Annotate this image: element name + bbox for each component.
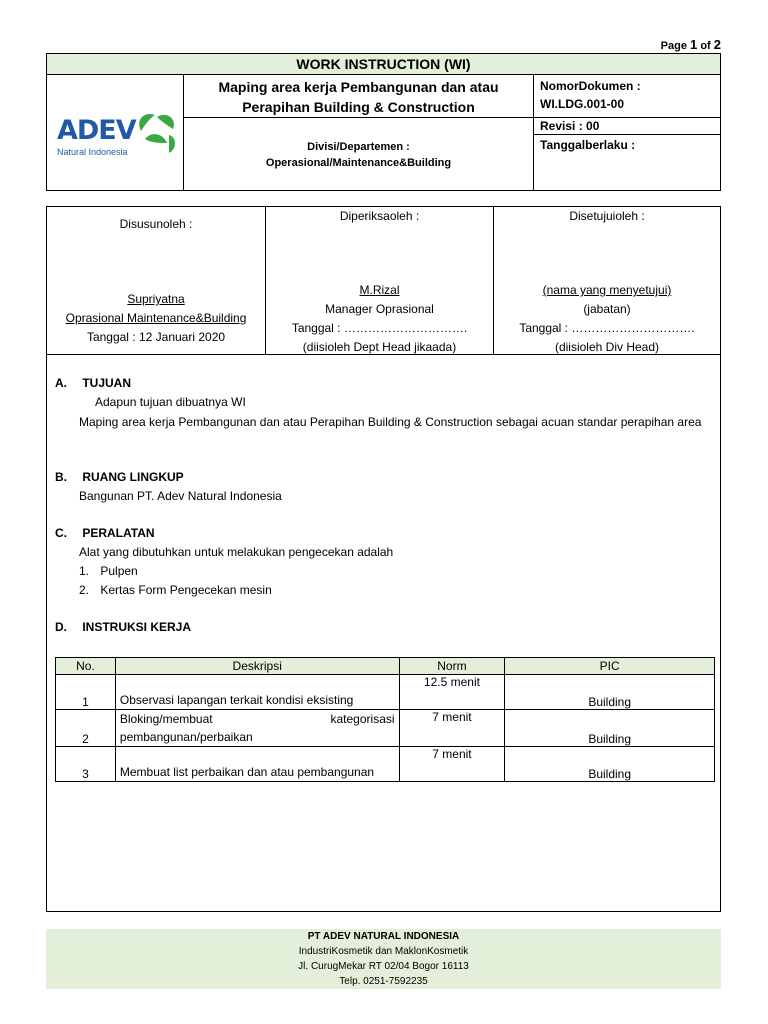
department-cell (184, 118, 534, 190)
company-logo (55, 103, 177, 163)
section-a-line2: Maping area kerja Pembangunan dan atau Perapihan Building & Construction sebagai acuan standar perapihan area (79, 415, 702, 429)
document-number-label: NomorDokumen : (540, 79, 641, 93)
page-number (661, 37, 721, 52)
section-b-title: RUANG LINGKUP (82, 470, 184, 484)
prepared-role: Oprasional Maintenance&Building (65, 311, 247, 325)
instruction-table (55, 657, 715, 782)
leaf-icon (131, 109, 179, 157)
checked-label: Diperiksaoleh : (339, 209, 420, 223)
section-c-line1: Alat yang dibutuhkan untuk melakukan pengecekan adalah (79, 545, 394, 559)
checked-date: Tanggal : …………………………. (291, 321, 468, 335)
footer-company: PT ADEV NATURAL INDONESIA (307, 931, 460, 942)
row-number: 2 (56, 710, 116, 747)
column-header-norm: Norm (399, 658, 505, 675)
approved-date: Tanggal : …………………………. (519, 321, 695, 335)
section-a-letter: A. (55, 376, 67, 390)
row-norm: 12.5 menit (399, 675, 505, 710)
page-prefix: Page (660, 40, 687, 52)
row-pic: Building (505, 675, 715, 710)
row-description: Membuat list perbaikan dan atau pembangunan (115, 747, 399, 782)
row-number: 1 (56, 675, 116, 710)
column-header-deskripsi: Deskripsi (115, 658, 399, 675)
document-title-line2: Perapihan Building & Construction (242, 99, 475, 115)
section-c-letter: C. (55, 526, 67, 540)
row-description: Bloking/membuat kategorisasi pembangunan/perbaikan (115, 710, 399, 747)
row-pic: Building (505, 710, 715, 747)
checked-note: (diisioleh Dept Head jikaada) (302, 340, 457, 354)
list-item (79, 564, 138, 578)
approved-note: (diisioleh Div Head) (554, 340, 660, 354)
signature-approved (494, 207, 720, 355)
section-b-heading (55, 470, 184, 484)
list-item-text: Pulpen (100, 564, 138, 578)
header-title: WORK INSTRUCTION (WI) (47, 54, 720, 75)
table-row (56, 747, 715, 782)
logo-text: ADEV (57, 115, 136, 146)
row-pic: Building (505, 747, 715, 782)
prepared-date: Tanggal : 12 Januari 2020 (86, 330, 226, 344)
footer-line1: IndustriKosmetik dan MaklonKosmetik (298, 946, 469, 957)
column-header-pic: PIC (505, 658, 715, 675)
row-number: 3 (56, 747, 116, 782)
document-number-value: WI.LDG.001-00 (540, 97, 625, 111)
column-header-no: No. (56, 658, 116, 675)
page-footer (46, 929, 721, 989)
row-description: Observasi lapangan terkait kondisi eksisting (115, 675, 399, 710)
document-title-cell (184, 75, 534, 118)
logo-cell (47, 75, 184, 190)
row-norm: 7 menit (399, 747, 505, 782)
logo-subtitle: Natural Indonesia (57, 147, 128, 157)
section-a-title: TUJUAN (82, 376, 132, 390)
approved-role: (jabatan) (583, 302, 631, 316)
section-a-line1: Adapun tujuan dibuatnya WI (95, 395, 246, 409)
document-header (46, 53, 721, 191)
section-c-heading (55, 526, 155, 540)
revision-cell: Revisi : 00 (534, 118, 720, 135)
section-d-heading (55, 620, 191, 634)
list-item-number: 1. (79, 564, 90, 578)
page-current: 1 (690, 37, 698, 52)
approved-name: (nama yang menyetujui) (542, 283, 672, 297)
page-of: of (700, 40, 711, 52)
page-total: 2 (713, 37, 721, 52)
section-b-line1: Bangunan PT. Adev Natural Indonesia (79, 489, 282, 503)
list-item-number: 2. (79, 583, 90, 597)
signature-checked (266, 207, 494, 355)
section-d-letter: D. (55, 620, 67, 634)
prepared-name: Supriyatna (127, 292, 185, 306)
footer-line2: Jl. CurugMekar RT 02/04 Bogor 16113 (298, 961, 469, 972)
department-value: Operasional/Maintenance&Building (265, 157, 452, 169)
table-row (56, 675, 715, 710)
section-a-heading (55, 376, 131, 390)
approved-label: Disetujuioleh : (569, 209, 645, 223)
document-title-line1: Maping area kerja Pembangunan dan atau (218, 79, 499, 95)
department-label: Divisi/Departemen : (307, 141, 410, 153)
row-norm: 7 menit (399, 710, 505, 747)
list-item-text: Kertas Form Pengecekan mesin (100, 583, 272, 597)
section-b-letter: B. (55, 470, 67, 484)
list-item (79, 583, 272, 597)
effective-date-cell: Tanggalberlaku : (540, 138, 636, 152)
document-number-cell (534, 75, 720, 118)
checked-role: Manager Oprasional (325, 302, 434, 316)
section-d-title: INSTRUKSI KERJA (82, 620, 192, 634)
prepared-label: Disusunoleh : (119, 217, 193, 231)
table-row (56, 710, 715, 747)
checked-name: M.Rizal (359, 283, 400, 297)
document-body (46, 206, 721, 912)
footer-line3: Telp. 0251-7592235 (339, 976, 428, 987)
signature-prepared (47, 207, 266, 355)
section-c-title: PERALATAN (82, 526, 155, 540)
table-header-row (56, 658, 715, 675)
